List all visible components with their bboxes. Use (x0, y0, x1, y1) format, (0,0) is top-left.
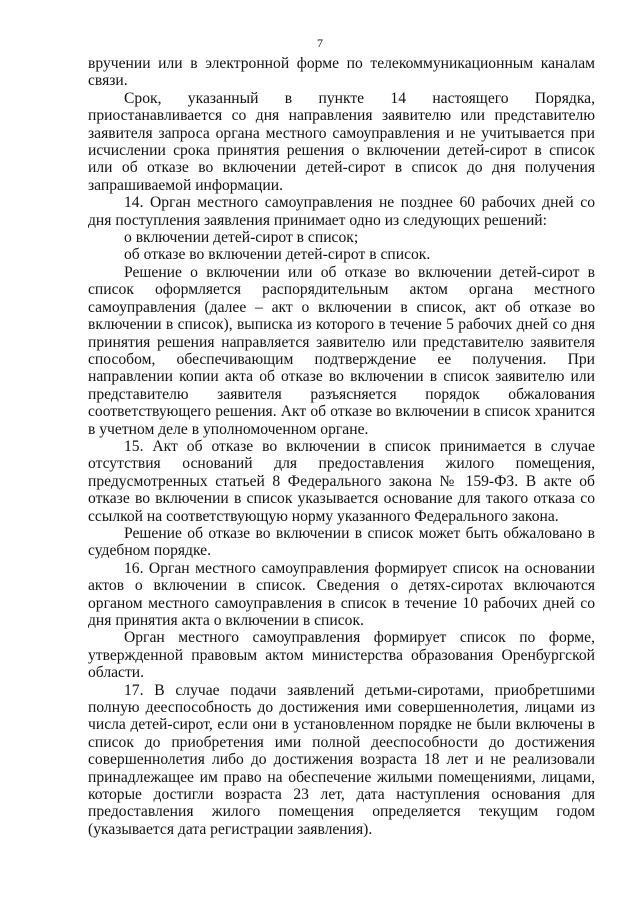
paragraph-item-15: 15. Акт об отказе во включении в список принимается в случае отсутствия оснований для предоставления жилого помещения, предусмотренных статьей 8 Федерального закона № 159-ФЗ. В акте об отказе во включении в список указывается основание для такого отказа со ссылкой на соответствующую норму указанного Федерального закона. (88, 437, 595, 525)
paragraph: Орган местного самоуправления формирует список по форме, утвержденной правовым актом министерства образования Оренбургской области. (88, 629, 595, 682)
paragraph: Решение об отказе во включении в список может быть обжаловано в судебном порядке. (88, 524, 595, 560)
page-number: 7 (317, 36, 323, 50)
document-body (88, 55, 595, 838)
paragraph-item-16: 16. Орган местного самоуправления формирует список на основании актов о включении в список. Сведения о детях-сиротах включаются органом местного самоуправления в список в течение 10 рабочих дней со дня принятия акта о включении в список. (88, 559, 595, 629)
paragraph: об отказе во включении детей-сирот в список. (124, 246, 431, 264)
paragraph: Решение о включении или об отказе во включении детей-сирот в список оформляется распорядительным актом органа местного самоуправления (далее – акт о включении в список, акт об отказе во включении в список), выписка из которого в течение 5 рабочих дней со дня принятия решения направляется заявителю или представителю заявителя способом, обеспечивающим подтверждение ее получения. При направлении копии акта об отказе во включении в список заявителю или представителю заявителя разъясняется порядок обжалования соответствующего решения. Акт об отказе во включении в список хранится в учетном деле в уполномоченном органе. (88, 263, 595, 438)
paragraph: о включении детей-сирот в список; (124, 229, 359, 247)
paragraph-item-14: 14. Орган местного самоуправления не позднее 60 рабочих дней со дня поступления заявления принимает одно из следующих решений: (88, 194, 595, 229)
paragraph: вручении или в электронной форме по телекоммуникационным каналам связи. (88, 55, 595, 90)
paragraph: Срок, указанный в пункте 14 настоящего Порядка, приостанавливается со дня направления заявителю или представителю заявителя запроса органа местного самоуправления и не учитывается при исчислении срока принятия решения о включении детей-сирот в список или об отказе во включении детей-сирот в список до дня получения запрашиваемой информации. (88, 89, 595, 194)
paragraph-item-17: 17. В случае подачи заявлений детьми-сиротами, приобретшими полную дееспособность до достижения ими совершеннолетия, лицами из числа детей-сирот, если они в установленном порядке не были включены в список до приобретения ими полной дееспособности до достижения совершеннолетия либо до достижения возраста 18 лет и не реализовали принадлежащее им право на обеспечение жилыми помещениями, лицами, которые достигли возраста 23 лет, дата наступления основания для предоставления жилого помещения определяется текущим годом (указывается дата регистрации заявления). (88, 681, 595, 838)
